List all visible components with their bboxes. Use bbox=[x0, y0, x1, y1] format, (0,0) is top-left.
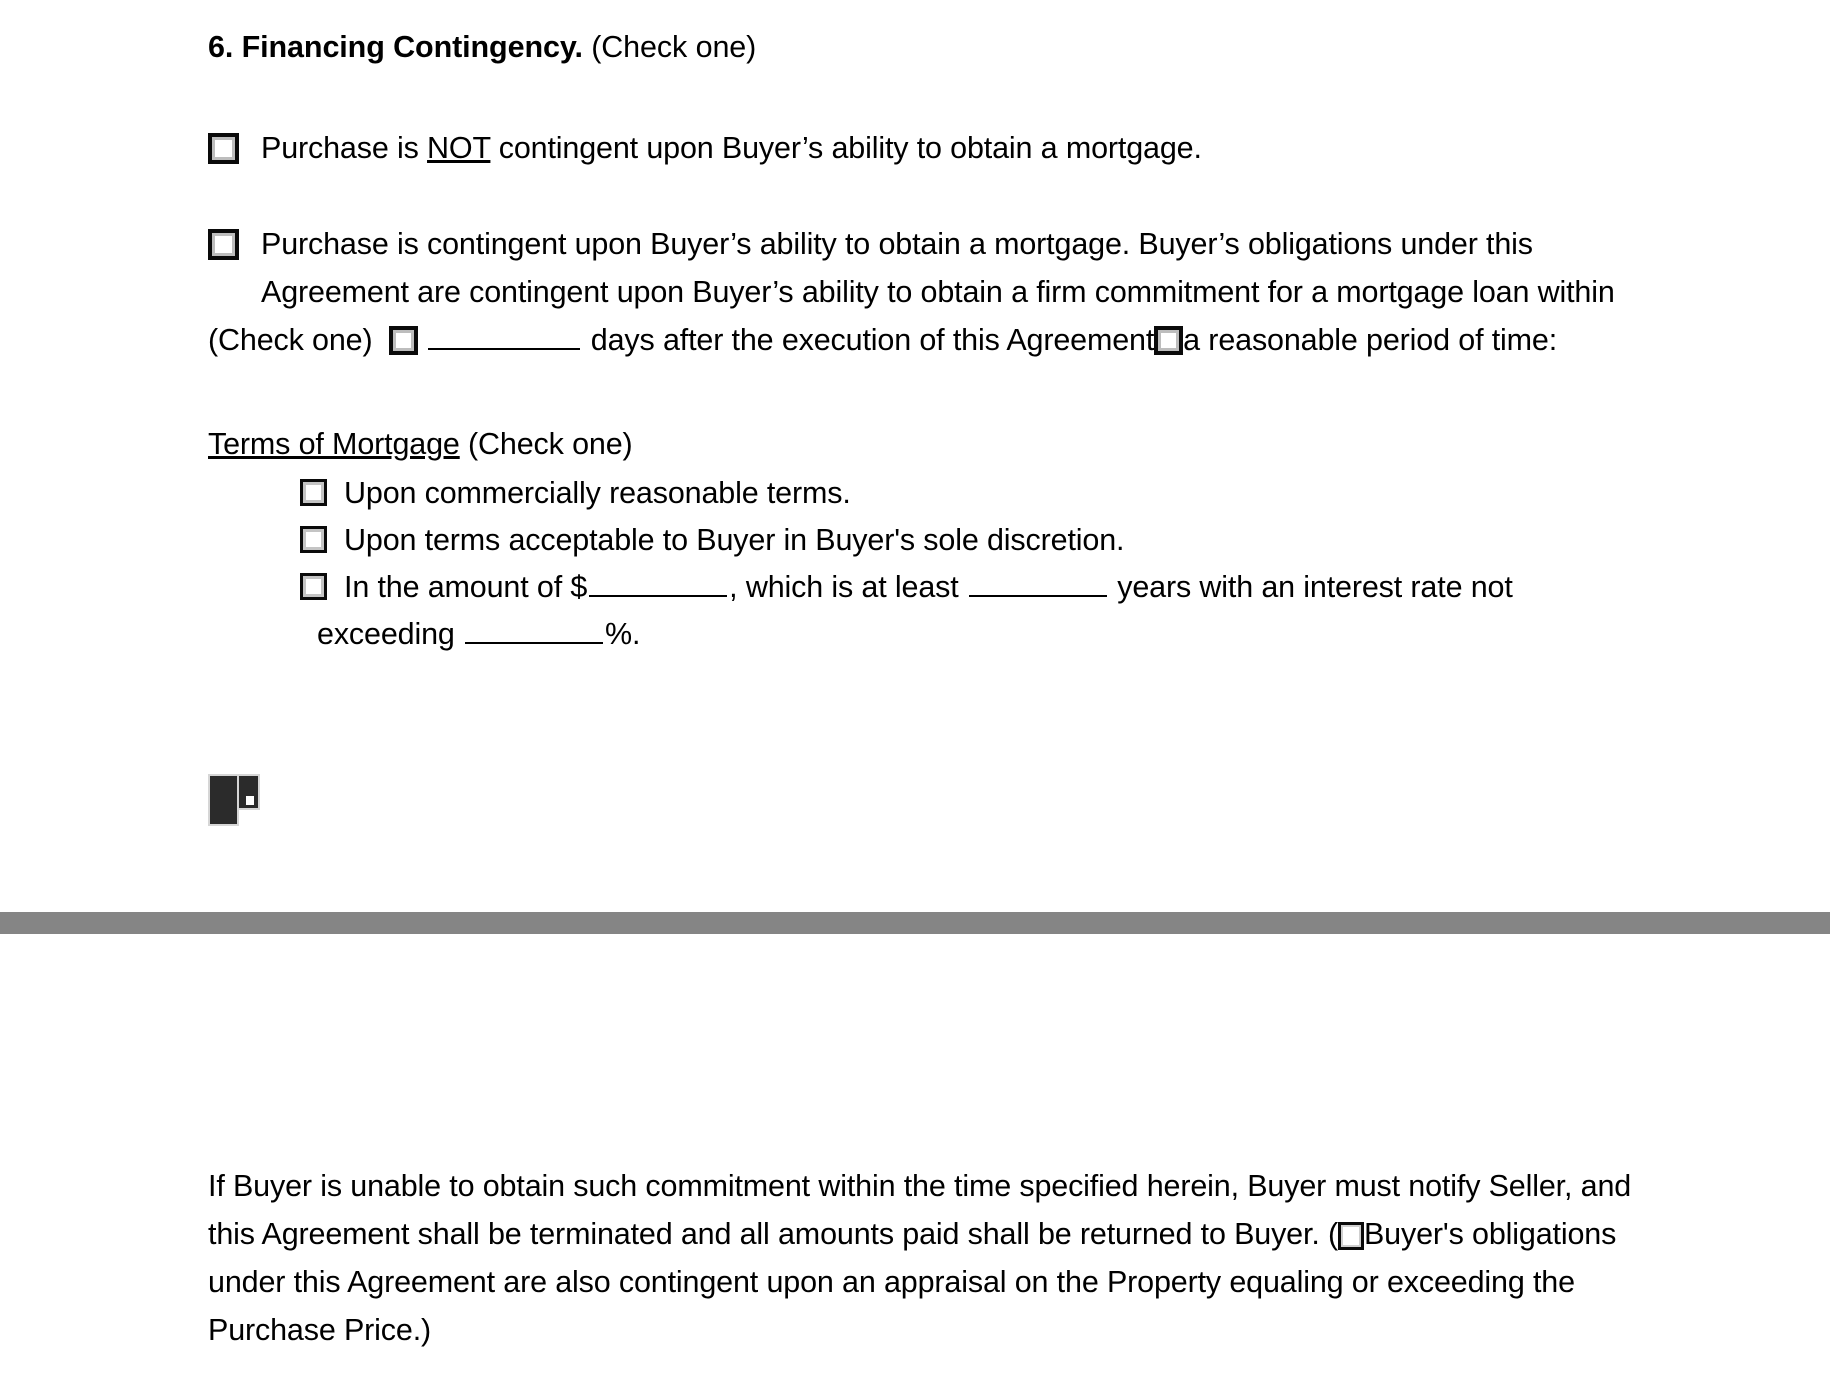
option-not-contingent-label bbox=[261, 124, 1202, 172]
exceeding-label: exceeding bbox=[317, 617, 455, 652]
timing-check-one-label: (Check one) bbox=[208, 323, 373, 358]
option-emphasis-not: NOT bbox=[427, 131, 491, 166]
percent-label: %. bbox=[605, 617, 641, 652]
term-label-specified-amount bbox=[344, 564, 1513, 611]
closing-text-part-2: Buyer's obligations under this Agreement are also contingent upon an appraisal on the Property equaling or exceeding the Purchase Price.) bbox=[208, 1217, 1617, 1347]
option-text-before: Purchase is bbox=[261, 131, 428, 166]
closing-paragraph-block bbox=[208, 934, 1638, 1354]
checkbox-contingent[interactable] bbox=[208, 229, 239, 260]
amount-text-suffix: years with an interest rate not bbox=[1117, 570, 1513, 605]
option-text-after: contingent upon Buyer’s ability to obtain a mortgage. bbox=[490, 131, 1202, 166]
term-label-commercially-reasonable: Upon commercially reasonable terms. bbox=[344, 476, 851, 511]
days-blank-input[interactable] bbox=[428, 318, 580, 350]
term-row-commercially-reasonable[interactable] bbox=[208, 470, 1638, 517]
checkbox-not-contingent[interactable] bbox=[208, 133, 239, 164]
bookmark-logo-mark bbox=[208, 774, 260, 826]
document-page-bottom bbox=[0, 934, 1830, 1384]
section-title-suffix: (Check one) bbox=[582, 30, 757, 64]
amount-text-middle: , which is at least bbox=[729, 570, 959, 605]
checkbox-appraisal-contingency[interactable] bbox=[1338, 1222, 1364, 1250]
terms-of-mortgage-suffix: (Check one) bbox=[459, 427, 633, 462]
logo-notch-shape bbox=[246, 796, 254, 805]
checkbox-reasonable-time-option[interactable] bbox=[1154, 326, 1183, 355]
checkbox-commercially-reasonable-terms[interactable] bbox=[300, 479, 327, 506]
option-contingent-row[interactable] bbox=[208, 220, 1638, 316]
timing-reasonable-text: a reasonable period of time: bbox=[1183, 323, 1558, 358]
section-content bbox=[208, 0, 1638, 658]
amount-blank-input[interactable] bbox=[589, 565, 727, 597]
page-break-divider bbox=[0, 912, 1830, 934]
closing-paragraph bbox=[208, 1162, 1638, 1354]
checkbox-buyer-sole-discretion[interactable] bbox=[300, 526, 327, 553]
option-contingent-label: Purchase is contingent upon Buyer’s ability to obtain a mortgage. Buyer’s obligations under this Agreement are contingent upon Buyer’s ability to obtain a firm commitment for a mortgage loan within bbox=[261, 227, 1615, 310]
amount-text-prefix: In the amount of $ bbox=[344, 570, 588, 605]
closing-text-part-1: If Buyer is unable to obtain such commitment within the time specified herein, Buyer must notify Seller, and this Agreement shall be terminated and all amounts paid shall be returned to Buyer. ( bbox=[208, 1169, 1632, 1251]
logo-stem-shape bbox=[208, 774, 239, 826]
timing-line bbox=[208, 316, 1638, 364]
term-row-buyer-sole-discretion[interactable] bbox=[208, 517, 1638, 564]
years-blank-input[interactable] bbox=[969, 565, 1107, 597]
terms-of-mortgage-label: Terms of Mortgage bbox=[208, 427, 460, 462]
term-continuation-exceeding bbox=[208, 611, 1638, 658]
checkbox-specified-amount[interactable] bbox=[300, 573, 327, 600]
term-row-specified-amount[interactable] bbox=[208, 564, 1638, 611]
terms-of-mortgage-heading bbox=[208, 422, 1638, 466]
section-heading bbox=[208, 0, 1638, 66]
checkbox-days-option[interactable] bbox=[389, 326, 418, 355]
section-number-title: 6. Financing Contingency. bbox=[208, 30, 583, 64]
timing-days-text: days after the execution of this Agreement bbox=[590, 323, 1155, 358]
option-not-contingent-row[interactable] bbox=[208, 124, 1638, 172]
term-label-buyer-sole-discretion: Upon terms acceptable to Buyer in Buyer's sole discretion. bbox=[344, 523, 1125, 558]
rate-blank-input[interactable] bbox=[465, 612, 603, 644]
terms-of-mortgage-list bbox=[208, 470, 1638, 658]
